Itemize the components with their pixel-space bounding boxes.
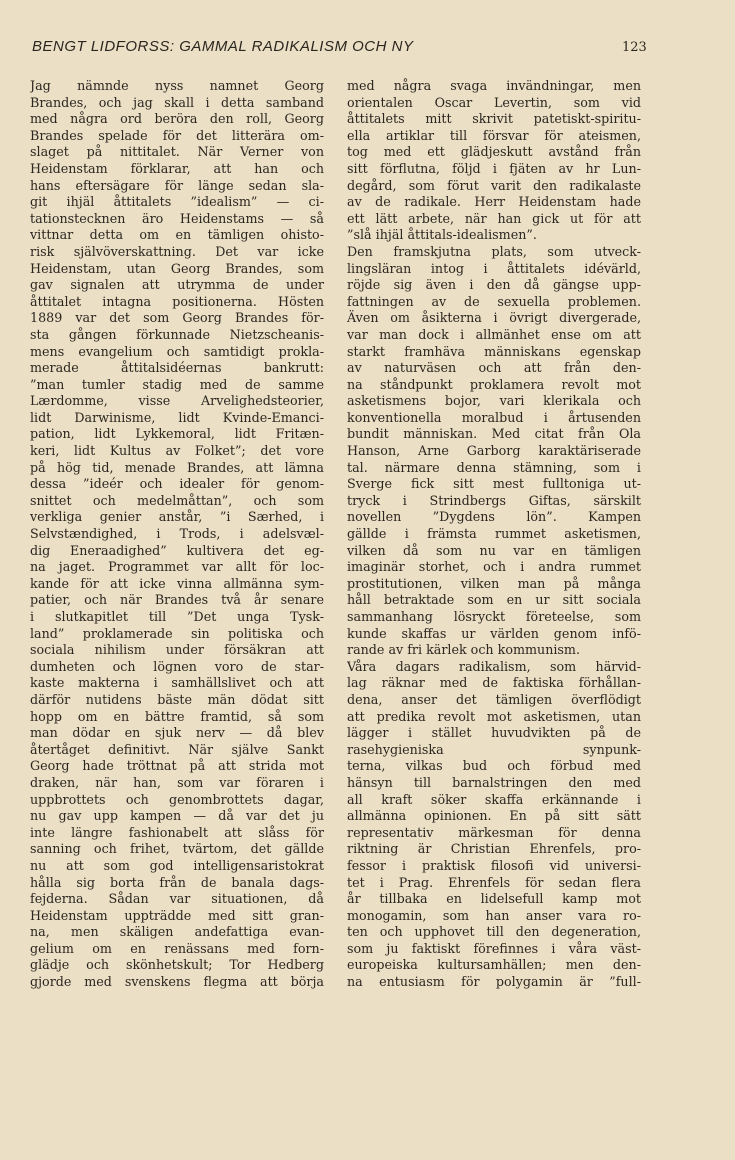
text-line: lidt Darwinisme, lidt Kvinde-Emanci-	[30, 409, 324, 425]
text-line: år tillbaka en lidelsefull kamp mot	[347, 891, 641, 907]
text-line: Sverge fick sitt mest fulltoniga ut-	[347, 476, 641, 492]
text-line: gällde i främsta rummet asketismen,	[347, 526, 641, 542]
running-title: BENGT LIDFORSS: GAMMAL RADIKALISM OCH NY	[32, 38, 414, 55]
text-line: kaste makterna i samhällslivet och att	[30, 675, 324, 691]
text-line: åttitalets mitt skrivit patetiskt-spiritu-	[347, 111, 641, 127]
text-line: snittet och medelmåttan”, och som	[30, 492, 324, 508]
text-line: na jaget. Programmet var allt för loc-	[30, 559, 324, 575]
text-line: ”man tumler stadig med de samme	[30, 376, 324, 392]
text-line: rasehygieniska synpunk-	[347, 741, 641, 757]
text-line: pation, lidt Lykkemoral, lidt Fritæn-	[30, 426, 324, 442]
text-line: bundit människan. Med citat från Ola	[347, 426, 641, 442]
text-line: europeiska kultursamhällen; men den-	[347, 957, 641, 973]
text-line: kunde skaffas ur världen genom infö-	[347, 625, 641, 641]
text-line: fattningen av de sexuella problemen.	[347, 293, 641, 309]
text-line: sanning och frihet, tvärtom, det gällde	[30, 841, 324, 857]
text-line: git ihjäl åttitalets ”idealism” — ci-	[30, 194, 324, 210]
text-line: gav signalen att utrymma de under	[30, 277, 324, 293]
text-line: kande för att icke vinna allmänna sym-	[30, 575, 324, 591]
text-line: prostitutionen, vilken man på många	[347, 575, 641, 591]
text-line: patier, och när Brandes två år senare	[30, 592, 324, 608]
text-line: på hög tid, menade Brandes, att lämna	[30, 459, 324, 475]
text-line: man dödar en sjuk nerv — då blev	[30, 725, 324, 741]
text-line: hålla sig borta från de banala dags-	[30, 874, 324, 890]
text-line: tryck i Strindbergs Giftas, särskilt	[347, 492, 641, 508]
text-line: Georg hade tröttnat på att strida mot	[30, 758, 324, 774]
text-line: uppbrottets och genombrottets dagar,	[30, 791, 324, 807]
text-line: novellen ”Dygdens lön”. Kampen	[347, 509, 641, 525]
text-line: allmänna opinionen. En på sitt sätt	[347, 808, 641, 824]
text-line: merade åttitalsidéernas bankrutt:	[30, 360, 324, 376]
text-line: degård, som förut varit den radikalaste	[347, 177, 641, 193]
text-line: åttitalet intagna positionerna. Hösten	[30, 293, 324, 309]
text-line: dumheten och lögnen voro de star-	[30, 658, 324, 674]
page-number: 123	[622, 40, 647, 55]
text-line: med några svaga invändningar, men	[347, 78, 641, 93]
text-line: av naturväsen och att från den-	[347, 360, 641, 376]
text-line: mens evangelium och samtidigt prokla-	[30, 343, 324, 359]
text-line: konventionella moralbud i årtusenden	[347, 409, 641, 425]
text-line: tal. närmare denna stämning, som i	[347, 459, 641, 475]
text-line: tog med ett glädjeskutt avstånd från	[347, 144, 641, 160]
text-line: orientalen Oscar Levertin, som vid	[347, 94, 641, 110]
text-line: sta gången förkunnade Nietzscheanis-	[30, 326, 324, 342]
text-line: sociala nihilism under försäkran att	[30, 642, 324, 658]
text-line: keri, lidt Kultus av Folket”; det vore	[30, 443, 324, 459]
text-line: med några ord beröra den roll, Georg	[30, 111, 324, 127]
text-line: lingsläran intog i åttitalets idévärld,	[347, 260, 641, 276]
text-line: 1889 var det som Georg Brandes för-	[30, 310, 324, 326]
text-line: Heidenstam uppträdde med sitt gran-	[30, 907, 324, 923]
text-line: fessor i praktisk filosofi vid universi-	[347, 857, 641, 873]
text-line: imaginär storhet, och i andra rummet	[347, 559, 641, 575]
text-line: fejderna. Sådan var situationen, då	[30, 891, 324, 907]
text-line: na entusiasm för polygamin är ”full-	[347, 974, 641, 990]
text-line: återtåget definitivt. När själve Sankt	[30, 741, 324, 757]
text-line: Även om åsikterna i övrigt divergerade,	[347, 310, 641, 326]
text-line: ett lätt arbete, när han gick ut för att	[347, 210, 641, 226]
text-line: starkt framhäva människans egenskap	[347, 343, 641, 359]
text-line: slaget på nittitalet. När Verner von	[30, 144, 324, 160]
text-line: Den framskjutna plats, som utveck-	[347, 243, 641, 259]
text-line: ten och upphovet till den degeneration,	[347, 924, 641, 940]
text-line: sammanhang lösryckt företeelse, som	[347, 609, 641, 624]
text-line: hänsyn till barnalstringen den med	[347, 774, 641, 790]
text-line: lägger i stället huvudvikten på de	[347, 725, 641, 741]
text-line: som ju faktiskt förefinnes i våra väst-	[347, 940, 641, 956]
text-line: glädje och skönhetskult; Tor Hedberg	[30, 957, 324, 973]
text-line: Brandes spelade för det litterära om-	[30, 127, 324, 143]
text-line: nu att som god intelligensaristokrat	[30, 857, 324, 873]
text-line: terna, vilkas bud och förbud med	[347, 758, 641, 774]
text-line: Våra dagars radikalism, som härvid-	[347, 658, 641, 674]
text-line: ella artiklar till försvar för ateismen,	[347, 127, 641, 143]
text-line: all kraft söker skaffa erkännande i	[347, 791, 641, 807]
text-line: ”slå ihjäl åttitals-idealismen”.	[347, 227, 537, 243]
text-line: inte längre fashionabelt att slåss för	[30, 824, 324, 840]
text-line: Lærdomme, visse Arvelighedsteorier,	[30, 393, 324, 409]
right-column	[347, 78, 641, 991]
text-line: rande av fri kärlek och kommunism.	[347, 642, 580, 658]
text-line: tet i Prag. Ehrenfels för sedan flera	[347, 874, 641, 890]
text-line: nu gav upp kampen — då var det ju	[30, 808, 324, 824]
text-line: gjorde med svenskens flegma att börja	[30, 974, 324, 990]
text-line: röjde sig även i den då gängse upp-	[347, 277, 641, 293]
text-line: risk självöverskattning. Det var icke	[30, 243, 324, 259]
text-line: därför nutidens bäste män dödat sitt	[30, 691, 324, 707]
text-line: Jag nämnde nyss namnet Georg	[30, 78, 324, 93]
text-line: hans eftersägare för länge sedan sla-	[30, 177, 324, 193]
text-line: representativ märkesman för denna	[347, 824, 641, 840]
text-line: dig Eneraadighed” kultivera det eg-	[30, 542, 324, 558]
text-line: asketismens bojor, vari klerikala och	[347, 393, 641, 409]
text-line: na, men skäligen andefattiga evan-	[30, 924, 324, 940]
text-line: verkliga genier anstår, ”i Særhed, i	[30, 509, 324, 525]
text-line: hopp om en bättre framtid, så som	[30, 708, 324, 724]
text-line: monogamin, som han anser vara ro-	[347, 907, 641, 923]
text-line: dessa ”ideér och idealer för genom-	[30, 476, 324, 492]
text-line: riktning är Christian Ehrenfels, pro-	[347, 841, 641, 857]
text-line: Hanson, Arne Garborg karaktäriserade	[347, 443, 641, 459]
text-line: håll betraktade som en ur sitt sociala	[347, 592, 641, 608]
text-line: vittnar detta om en tämligen ohisto-	[30, 227, 324, 243]
text-line: sitt förflutna, följd i fjäten av hr Lun-	[347, 160, 641, 176]
text-line: att predika revolt mot asketismen, utan	[347, 708, 641, 724]
text-line: tationstecknen äro Heidenstams — så	[30, 210, 324, 226]
text-line: vilken då som nu var en tämligen	[347, 542, 641, 558]
text-line: var man dock i allmänhet ense om att	[347, 326, 641, 342]
text-line: Heidenstam, utan Georg Brandes, som	[30, 260, 324, 276]
left-column	[30, 78, 324, 991]
text-line: draken, när han, som var föraren i	[30, 774, 324, 790]
text-line: dena, anser det tämligen överflödigt	[347, 691, 641, 707]
text-line: Brandes, och jag skall i detta samband	[30, 94, 324, 110]
text-line: Selvstændighed, i Trods, i adelsvæl-	[30, 526, 324, 542]
text-line: gelium om en renässans med forn-	[30, 940, 324, 956]
text-line: na ståndpunkt proklamera revolt mot	[347, 376, 641, 392]
text-line: av de radikale. Herr Heidenstam hade	[347, 194, 641, 210]
text-line: Heidenstam förklarar, att han och	[30, 160, 324, 176]
text-line: land” proklamerade sin politiska och	[30, 625, 324, 641]
text-line: lag räknar med de faktiska förhållan-	[347, 675, 641, 691]
text-line: i slutkapitlet till ”Det unga Tysk-	[30, 609, 324, 624]
